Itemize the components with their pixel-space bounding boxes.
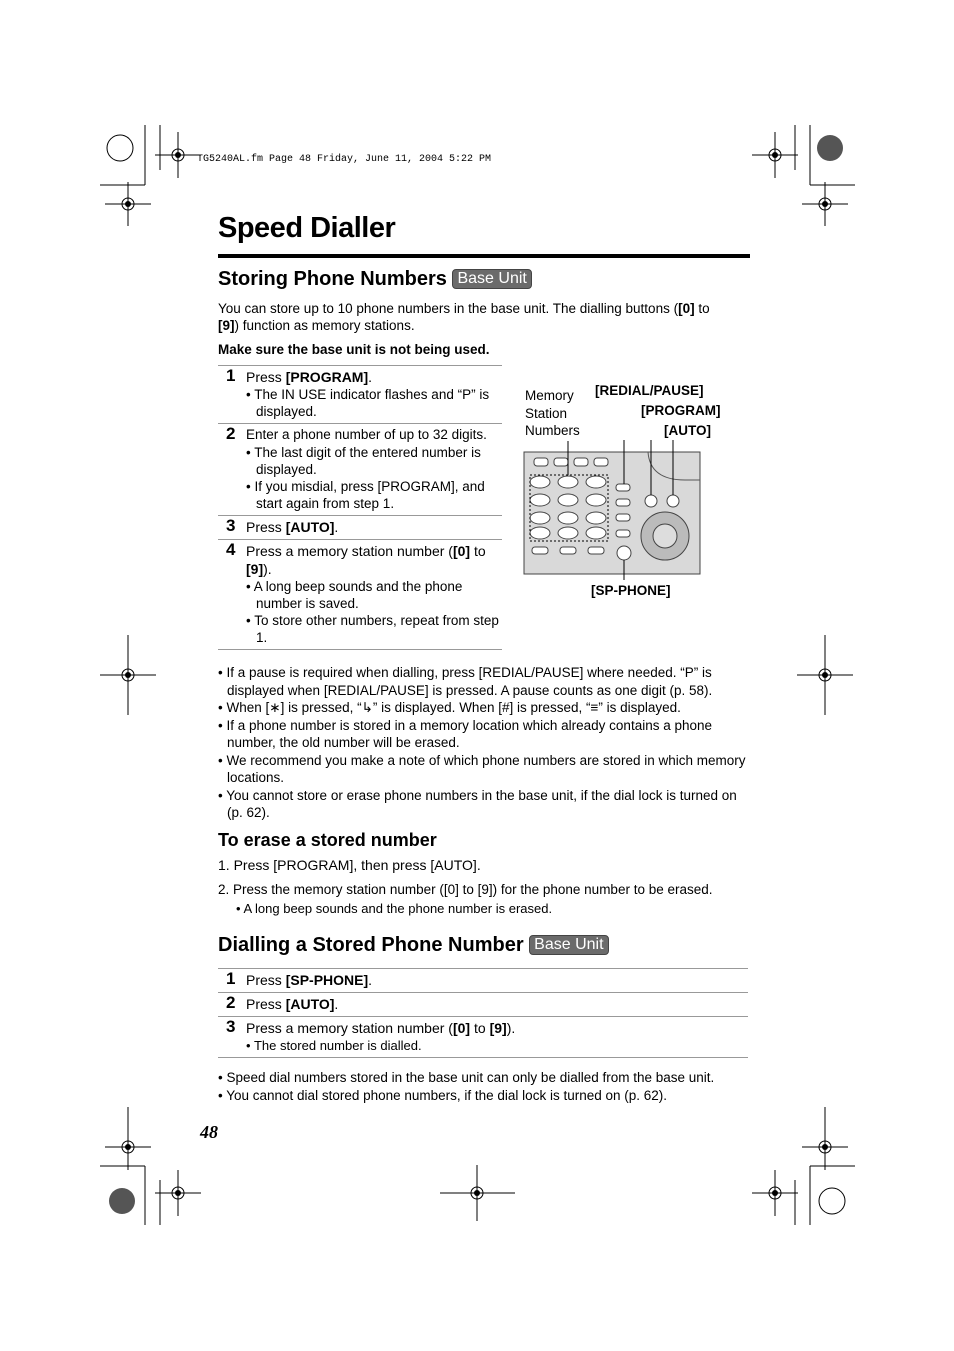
dialling-notes bbox=[218, 1069, 758, 1104]
intro-key: [9] bbox=[218, 318, 235, 333]
base-unit-diagram bbox=[520, 440, 705, 580]
note-item: • If a phone number is stored in a memory location which already contains a phone number, the old number will be erased. bbox=[218, 717, 713, 750]
page-number: 48 bbox=[200, 1122, 218, 1142]
step-number: 2 bbox=[226, 424, 236, 443]
step-text: Press [SP-PHONE]. bbox=[246, 972, 373, 988]
page-title: Speed Dialler bbox=[218, 212, 396, 244]
redial-pause-label: [REDIAL/PAUSE] bbox=[595, 383, 704, 398]
notice-text: Make sure the base unit is not being used. bbox=[218, 342, 490, 357]
step-number: 4 bbox=[226, 540, 236, 559]
note-item: • You cannot dial stored phone numbers, if the dial lock is turned on (p. 62). bbox=[218, 1087, 668, 1103]
intro-text: You can store up to 10 phone numbers in the base unit. The dialling buttons ( bbox=[218, 301, 679, 316]
intro-paragraph bbox=[218, 300, 750, 334]
title-rule bbox=[218, 254, 750, 258]
note-item: • We recommend you make a note of which phone numbers are stored in which memory locations. bbox=[218, 752, 746, 785]
note-item: • When [∗] is pressed, “↳” is displayed. When [#] is pressed, “≡” is displayed. bbox=[218, 700, 681, 715]
step-4 bbox=[218, 539, 502, 650]
step-number: 1 bbox=[226, 969, 236, 988]
erase-step-1: 1. Press [PROGRAM], then press [AUTO]. bbox=[218, 857, 481, 873]
step-subnote: • The last digit of the entered number is displayed. bbox=[246, 445, 481, 477]
memory-station-label: Memory Station Numbers bbox=[525, 388, 580, 438]
base-unit-badge: Base Unit bbox=[529, 935, 608, 955]
step-number: 1 bbox=[226, 366, 236, 385]
auto-label: [AUTO] bbox=[664, 423, 711, 438]
step-2 bbox=[218, 423, 502, 515]
step-1 bbox=[218, 365, 502, 423]
erase-heading: To erase a stored number bbox=[218, 830, 437, 850]
section-heading-storing bbox=[218, 268, 532, 291]
step-text: Press [AUTO]. bbox=[246, 996, 339, 1012]
step-3 bbox=[218, 515, 502, 539]
intro-text: ) function as memory stations. bbox=[234, 318, 415, 333]
note-item: • If a pause is required when dialling, press [REDIAL/PAUSE] where needed. “P” is displayed when [REDIAL/PAUSE] is pressed. A pause counts as one digit (p. 58). bbox=[218, 665, 713, 698]
step-3 bbox=[218, 1016, 748, 1058]
erase-step-2: 2. Press the memory station number ([0] to [9]) for the phone number to be erased. bbox=[218, 882, 713, 897]
section-heading-dialling bbox=[218, 934, 609, 957]
step-subnote: • To store other numbers, repeat from step 1. bbox=[246, 613, 499, 645]
step-2 bbox=[218, 992, 748, 1016]
storing-notes bbox=[218, 664, 750, 822]
step-subnote: • The stored number is dialled. bbox=[246, 1038, 422, 1053]
step-subnote: • If you misdial, press [PROGRAM], and start again from step 1. bbox=[246, 479, 485, 511]
note-item: • Speed dial numbers stored in the base unit can only be dialled from the base unit. bbox=[218, 1070, 715, 1085]
sp-phone-label: [SP-PHONE] bbox=[591, 583, 671, 598]
step-subnote: • The IN USE indicator flashes and “P” is displayed. bbox=[246, 387, 490, 419]
intro-key: [0] bbox=[678, 301, 695, 316]
step-number: 3 bbox=[226, 1017, 236, 1036]
intro-text: to bbox=[694, 301, 710, 316]
step-number: 3 bbox=[226, 516, 236, 535]
step-text: Enter a phone number of up to 32 digits. bbox=[246, 427, 487, 442]
step-text: Press a memory station number ([0] to [9]). bbox=[246, 543, 486, 577]
step-text: Press [AUTO]. bbox=[246, 519, 339, 535]
file-header: TG5240AL.fm Page 48 Friday, June 11, 2004 5:22 PM bbox=[197, 154, 492, 165]
storing-steps bbox=[218, 365, 502, 650]
step-1 bbox=[218, 968, 748, 992]
step-text: Press a memory station number ([0] to [9]). bbox=[246, 1020, 516, 1036]
section-heading-text: Storing Phone Numbers bbox=[218, 268, 447, 290]
base-unit-badge: Base Unit bbox=[452, 269, 531, 289]
step-number: 2 bbox=[226, 993, 236, 1012]
erase-subnote: • A long beep sounds and the phone number is erased. bbox=[236, 901, 553, 916]
step-text: Press [PROGRAM]. bbox=[246, 369, 373, 385]
step-subnote: • A long beep sounds and the phone number is saved. bbox=[246, 579, 463, 611]
program-label: [PROGRAM] bbox=[641, 403, 721, 418]
dialling-steps bbox=[218, 968, 748, 1058]
note-item: • You cannot store or erase phone numbers in the base unit, if the dial lock is turned on (p. 62). bbox=[218, 787, 737, 820]
section-heading-text: Dialling a Stored Phone Number bbox=[218, 934, 524, 956]
